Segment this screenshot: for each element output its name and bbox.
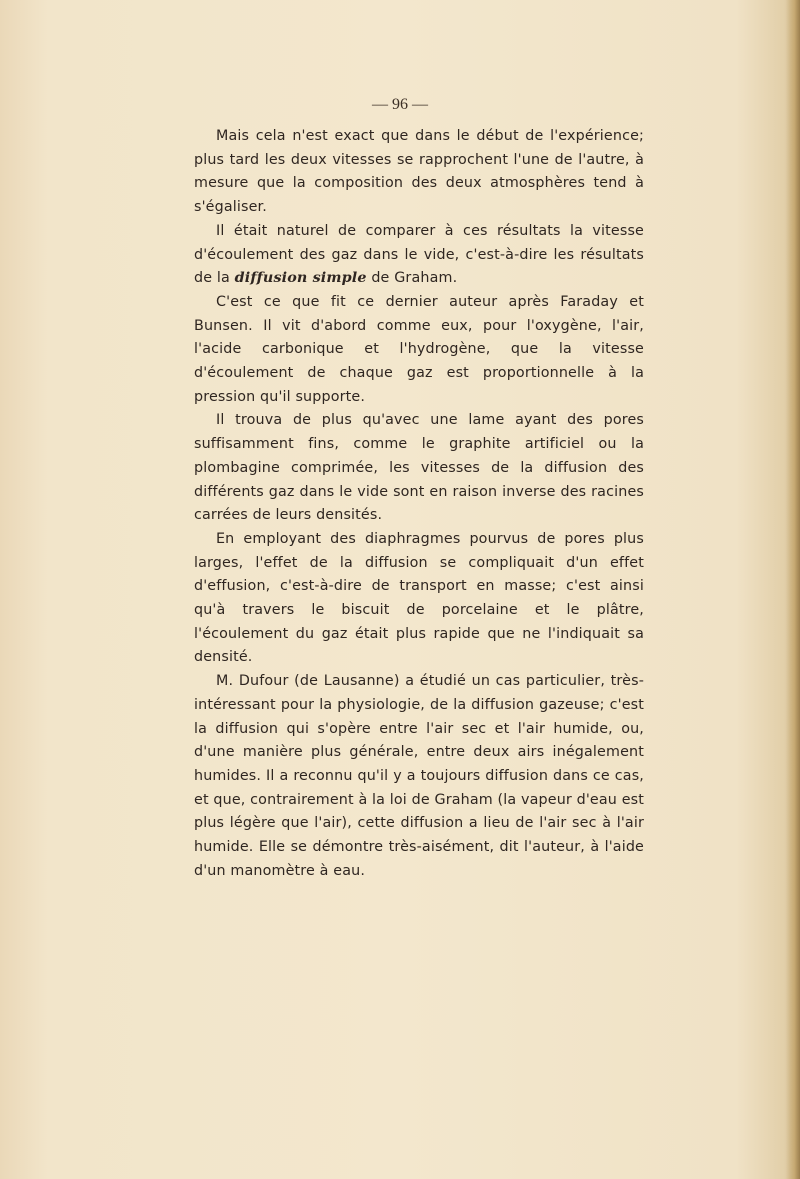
italic-term: diffusion simple [234,270,367,287]
page-edge-shadow [786,0,800,1179]
paragraph-3: C'est ce que fit ce dernier auteur après Faraday et Bunsen. Il vit d'abord comme eux, pour l'oxygène, l'air, l'acide carbonique et l'hydrogène, que la vitesse d'écoulement de chaque gaz est proportionnelle à la pression qu'il supporte. [194,293,644,405]
body-text [194,125,644,884]
paragraph-2-text: Il était naturel de comparer à ces résultats la vitesse d'écoulement des gaz dans le vide, c'est-à-dire les résultats de la [194,222,644,287]
paragraph-2 [194,220,644,291]
paragraph-2-tail: de Graham. [366,270,458,287]
paragraph-1: Mais cela n'est exact que dans le début de l'expérience; plus tard les deux vitesses se rapprochent l'une de l'autre, à mesure que la composition des deux atmosphères tend à s'égaliser. [194,128,644,216]
paragraph-6: M. Dufour (de Lausanne) a étudié un cas particulier, très-intéressant pour la physiologie, de la diffusion gazeuse; c'est la diffusion qui s'opère entre l'air sec et l'air humide, ou, d'une manière plus générale, entre deux airs inégalement humides. Il a reconnu qu'il y a toujours diffusion dans ce cas, et que, contrairement à la loi de Graham (la vapeur d'eau est plus légère que l'air), cette diffusion a lieu de l'air sec à l'air humide. Elle se démontre très-aisément, dit l'auteur, à l'aide d'un manomètre à eau. [194,673,644,879]
paragraph-5: En employant des diaphragmes pourvus de pores plus larges, l'effet de la diffusion se compliquait d'un effet d'effusion, c'est-à-dire de transport en masse; c'est ainsi qu'à travers le biscuit de porcelaine et le plâtre, l'écoulement du gaz était plus rapide que ne l'indiquait sa densité. [194,530,644,666]
page-number: — 96 — [372,96,428,113]
paragraph-4: Il trouva de plus qu'avec une lame ayant des pores suffisamment fins, comme le graphite artificiel ou la plombagine comprimée, les vitesses de la diffusion des différents gaz dans le vide sont en raison inverse des racines carrées de leurs densités. [194,412,644,524]
